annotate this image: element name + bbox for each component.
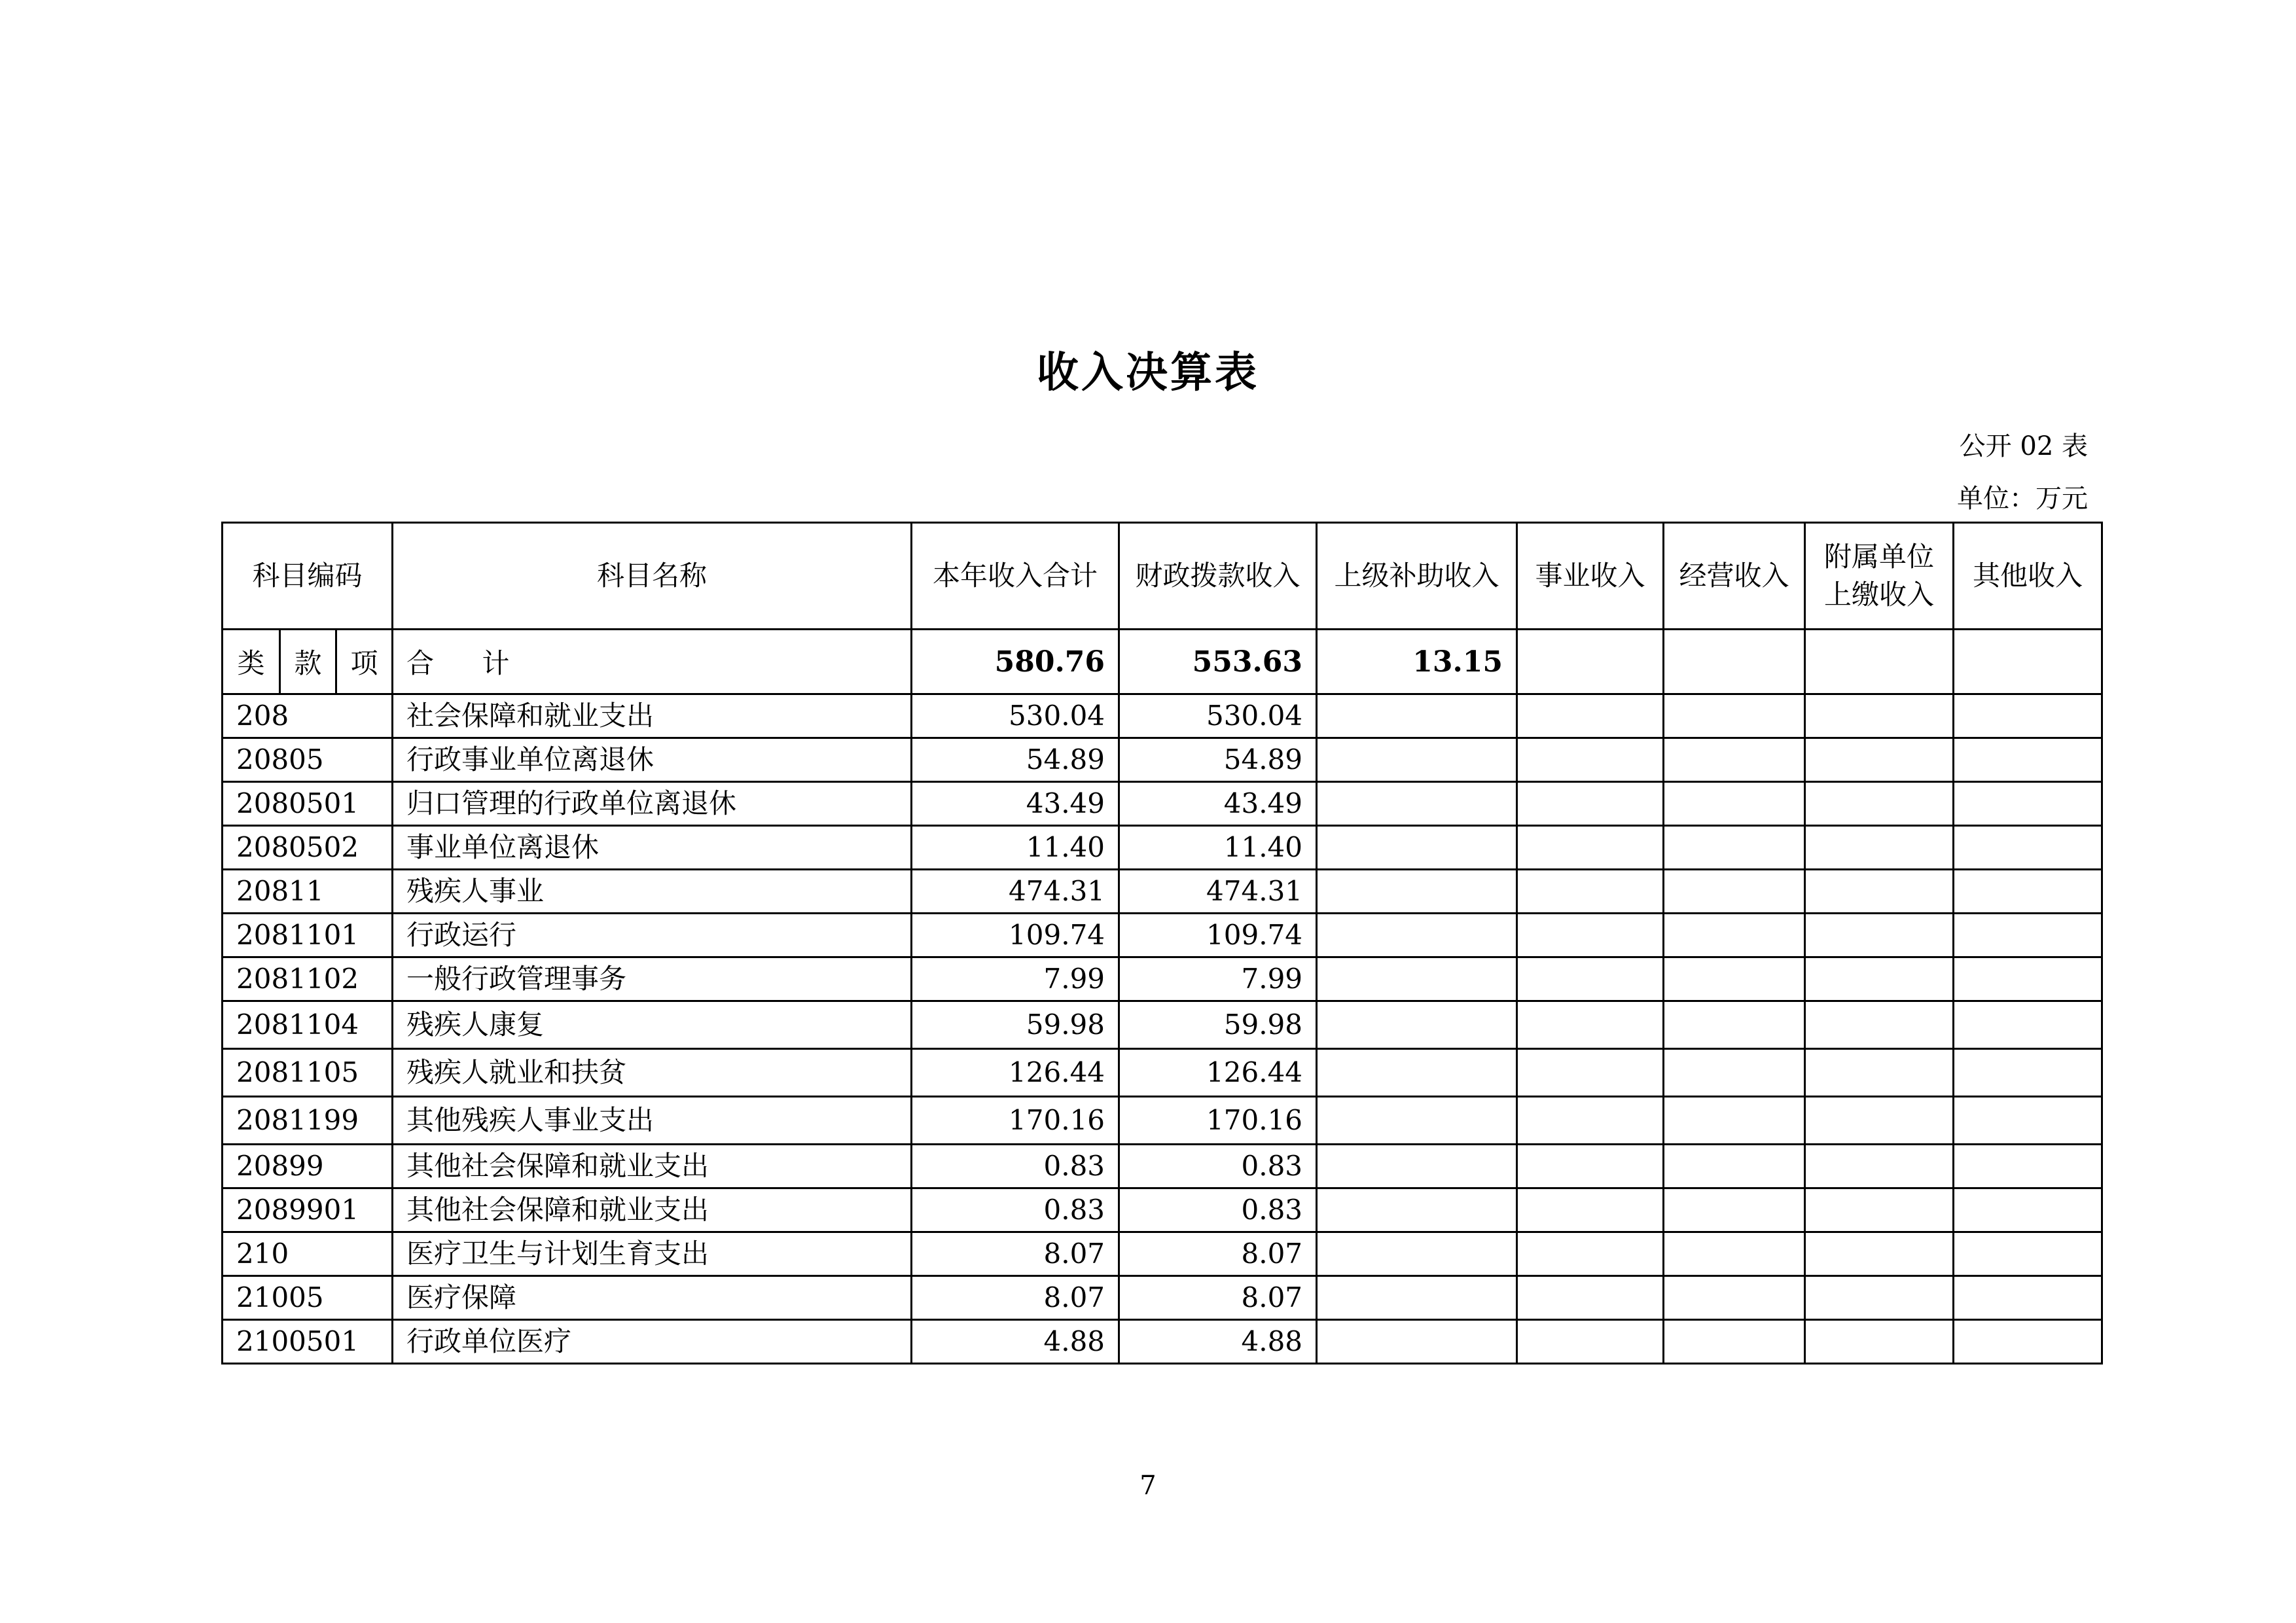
table-row bbox=[223, 914, 2102, 957]
row-empty-cell bbox=[1805, 1049, 1954, 1097]
row-fiscal: 0.83 bbox=[1119, 1145, 1317, 1188]
row-empty-cell bbox=[1664, 782, 1805, 826]
row-empty-cell bbox=[1317, 1049, 1517, 1097]
row-empty-cell bbox=[1954, 914, 2102, 957]
row-code: 2080502 bbox=[223, 826, 393, 870]
row-empty-cell bbox=[1317, 1276, 1517, 1320]
row-empty-cell bbox=[1805, 957, 1954, 1001]
row-code: 20805 bbox=[223, 738, 393, 782]
row-empty-cell bbox=[1805, 694, 1954, 738]
header-subject-name: 科目名称 bbox=[393, 523, 912, 630]
row-empty-cell bbox=[1517, 1232, 1664, 1276]
row-name: 行政单位医疗 bbox=[393, 1320, 912, 1364]
row-empty-cell bbox=[1954, 870, 2102, 914]
row-total: 11.40 bbox=[912, 826, 1119, 870]
page-title: 收入决算表 bbox=[1037, 348, 1259, 397]
row-empty-cell bbox=[1954, 1001, 2102, 1049]
row-name: 残疾人事业 bbox=[393, 870, 912, 914]
row-fiscal: 7.99 bbox=[1119, 957, 1317, 1001]
row-total: 8.07 bbox=[912, 1232, 1119, 1276]
row-empty-cell bbox=[1317, 1097, 1517, 1145]
table-row bbox=[223, 826, 2102, 870]
row-name: 社会保障和就业支出 bbox=[393, 694, 912, 738]
total-business-income-cell bbox=[1517, 630, 1664, 694]
row-empty-cell bbox=[1954, 738, 2102, 782]
row-code: 2080501 bbox=[223, 782, 393, 826]
row-empty-cell bbox=[1664, 738, 1805, 782]
table-row bbox=[223, 738, 2102, 782]
row-total: 109.74 bbox=[912, 914, 1119, 957]
row-empty-cell bbox=[1954, 1232, 2102, 1276]
total-income-value: 580.76 bbox=[912, 630, 1119, 694]
row-total: 474.31 bbox=[912, 870, 1119, 914]
row-total: 8.07 bbox=[912, 1276, 1119, 1320]
row-empty-cell bbox=[1517, 957, 1664, 1001]
table-row bbox=[223, 957, 2102, 1001]
row-fiscal: 54.89 bbox=[1119, 738, 1317, 782]
row-code: 2081104 bbox=[223, 1001, 393, 1049]
row-empty-cell bbox=[1317, 694, 1517, 738]
row-empty-cell bbox=[1517, 1001, 1664, 1049]
row-empty-cell bbox=[1517, 738, 1664, 782]
row-name: 残疾人康复 bbox=[393, 1001, 912, 1049]
income-final-accounts-table bbox=[221, 522, 2103, 1364]
row-empty-cell bbox=[1517, 694, 1664, 738]
row-name: 其他残疾人事业支出 bbox=[393, 1097, 912, 1145]
row-empty-cell bbox=[1664, 957, 1805, 1001]
row-fiscal: 126.44 bbox=[1119, 1049, 1317, 1097]
table-row bbox=[223, 1097, 2102, 1145]
row-empty-cell bbox=[1517, 1097, 1664, 1145]
row-total: 4.88 bbox=[912, 1320, 1119, 1364]
row-fiscal: 59.98 bbox=[1119, 1001, 1317, 1049]
total-affiliated-income-cell bbox=[1805, 630, 1954, 694]
row-name: 归口管理的行政单位离退休 bbox=[393, 782, 912, 826]
row-empty-cell bbox=[1664, 1232, 1805, 1276]
row-empty-cell bbox=[1664, 1188, 1805, 1232]
row-empty-cell bbox=[1664, 1001, 1805, 1049]
row-code: 210 bbox=[223, 1232, 393, 1276]
row-empty-cell bbox=[1954, 1145, 2102, 1188]
table-row bbox=[223, 1145, 2102, 1188]
row-empty-cell bbox=[1517, 1049, 1664, 1097]
row-fiscal: 0.83 bbox=[1119, 1188, 1317, 1232]
row-empty-cell bbox=[1664, 1276, 1805, 1320]
row-code: 2100501 bbox=[223, 1320, 393, 1364]
row-empty-cell bbox=[1805, 782, 1954, 826]
row-empty-cell bbox=[1954, 1320, 2102, 1364]
row-empty-cell bbox=[1517, 914, 1664, 957]
row-empty-cell bbox=[1954, 1097, 2102, 1145]
row-empty-cell bbox=[1317, 826, 1517, 870]
total-fiscal-value: 553.63 bbox=[1119, 630, 1317, 694]
row-name: 医疗保障 bbox=[393, 1276, 912, 1320]
row-empty-cell bbox=[1517, 782, 1664, 826]
row-code: 2081102 bbox=[223, 957, 393, 1001]
row-empty-cell bbox=[1954, 957, 2102, 1001]
row-empty-cell bbox=[1805, 738, 1954, 782]
row-code: 21005 bbox=[223, 1276, 393, 1320]
row-name: 其他社会保障和就业支出 bbox=[393, 1145, 912, 1188]
row-name: 其他社会保障和就业支出 bbox=[393, 1188, 912, 1232]
row-empty-cell bbox=[1317, 1001, 1517, 1049]
subheader-section: 款 bbox=[280, 630, 336, 694]
table-row bbox=[223, 694, 2102, 738]
row-empty-cell bbox=[1317, 1188, 1517, 1232]
row-total: 7.99 bbox=[912, 957, 1119, 1001]
unit-label: 单位：万元 bbox=[1957, 484, 2088, 514]
total-label: 合 计 bbox=[393, 630, 912, 694]
row-empty-cell bbox=[1664, 914, 1805, 957]
header-affiliated-line1: 附属单位 bbox=[1824, 541, 1935, 573]
row-empty-cell bbox=[1954, 1276, 2102, 1320]
page-number: 7 bbox=[1139, 1471, 1157, 1501]
total-row bbox=[223, 630, 2102, 694]
header-affiliated-line2: 上缴收入 bbox=[1824, 579, 1935, 611]
header-other-income: 其他收入 bbox=[1954, 523, 2102, 630]
row-empty-cell bbox=[1805, 1188, 1954, 1232]
row-name: 事业单位离退休 bbox=[393, 826, 912, 870]
table-row bbox=[223, 1049, 2102, 1097]
row-code: 2081101 bbox=[223, 914, 393, 957]
row-fiscal: 530.04 bbox=[1119, 694, 1317, 738]
row-fiscal: 4.88 bbox=[1119, 1320, 1317, 1364]
row-name: 医疗卫生与计划生育支出 bbox=[393, 1232, 912, 1276]
row-fiscal: 8.07 bbox=[1119, 1232, 1317, 1276]
row-empty-cell bbox=[1517, 826, 1664, 870]
row-total: 0.83 bbox=[912, 1145, 1119, 1188]
row-empty-cell bbox=[1664, 694, 1805, 738]
header-business-income: 事业收入 bbox=[1517, 523, 1664, 630]
header-superior-subsidy: 上级补助收入 bbox=[1317, 523, 1517, 630]
table-row bbox=[223, 1001, 2102, 1049]
row-empty-cell bbox=[1954, 826, 2102, 870]
total-other-income-cell bbox=[1954, 630, 2102, 694]
header-affiliated-income bbox=[1805, 523, 1954, 630]
row-empty-cell bbox=[1805, 1232, 1954, 1276]
row-fiscal: 43.49 bbox=[1119, 782, 1317, 826]
total-superior-subsidy-value: 13.15 bbox=[1317, 630, 1517, 694]
row-empty-cell bbox=[1317, 957, 1517, 1001]
header-subject-code: 科目编码 bbox=[223, 523, 393, 630]
row-empty-cell bbox=[1317, 1320, 1517, 1364]
row-empty-cell bbox=[1805, 870, 1954, 914]
table-row bbox=[223, 1320, 2102, 1364]
row-empty-cell bbox=[1664, 1049, 1805, 1097]
row-total: 0.83 bbox=[912, 1188, 1119, 1232]
table-row bbox=[223, 870, 2102, 914]
row-code: 20899 bbox=[223, 1145, 393, 1188]
row-total: 59.98 bbox=[912, 1001, 1119, 1049]
row-empty-cell bbox=[1317, 914, 1517, 957]
row-empty-cell bbox=[1805, 826, 1954, 870]
row-empty-cell bbox=[1805, 914, 1954, 957]
row-empty-cell bbox=[1805, 1097, 1954, 1145]
row-fiscal: 11.40 bbox=[1119, 826, 1317, 870]
row-code: 2081199 bbox=[223, 1097, 393, 1145]
row-empty-cell bbox=[1954, 1049, 2102, 1097]
row-empty-cell bbox=[1954, 1188, 2102, 1232]
row-fiscal: 170.16 bbox=[1119, 1097, 1317, 1145]
row-total: 54.89 bbox=[912, 738, 1119, 782]
row-empty-cell bbox=[1664, 1097, 1805, 1145]
row-name: 行政事业单位离退休 bbox=[393, 738, 912, 782]
table-row bbox=[223, 1276, 2102, 1320]
row-empty-cell bbox=[1954, 782, 2102, 826]
subheader-class: 类 bbox=[223, 630, 280, 694]
row-empty-cell bbox=[1517, 1188, 1664, 1232]
row-empty-cell bbox=[1317, 1145, 1517, 1188]
row-empty-cell bbox=[1805, 1320, 1954, 1364]
header-fiscal-income: 财政拨款收入 bbox=[1119, 523, 1317, 630]
row-name: 一般行政管理事务 bbox=[393, 957, 912, 1001]
row-empty-cell bbox=[1664, 826, 1805, 870]
header-operating-income: 经营收入 bbox=[1664, 523, 1805, 630]
row-name: 残疾人就业和扶贫 bbox=[393, 1049, 912, 1097]
row-empty-cell bbox=[1664, 1320, 1805, 1364]
row-fiscal: 474.31 bbox=[1119, 870, 1317, 914]
row-total: 126.44 bbox=[912, 1049, 1119, 1097]
row-empty-cell bbox=[1317, 782, 1517, 826]
row-empty-cell bbox=[1805, 1145, 1954, 1188]
row-empty-cell bbox=[1805, 1001, 1954, 1049]
row-empty-cell bbox=[1517, 1320, 1664, 1364]
row-code: 2081105 bbox=[223, 1049, 393, 1097]
row-empty-cell bbox=[1664, 870, 1805, 914]
row-empty-cell bbox=[1517, 870, 1664, 914]
total-operating-income-cell bbox=[1664, 630, 1805, 694]
row-empty-cell bbox=[1805, 1276, 1954, 1320]
row-code: 20811 bbox=[223, 870, 393, 914]
row-empty-cell bbox=[1517, 1276, 1664, 1320]
row-total: 530.04 bbox=[912, 694, 1119, 738]
row-empty-cell bbox=[1317, 1232, 1517, 1276]
row-total: 170.16 bbox=[912, 1097, 1119, 1145]
form-number-label: 公开 02 表 bbox=[1959, 431, 2088, 461]
row-empty-cell bbox=[1517, 1145, 1664, 1188]
header-total-income: 本年收入合计 bbox=[912, 523, 1119, 630]
subheader-item: 项 bbox=[336, 630, 393, 694]
row-code: 208 bbox=[223, 694, 393, 738]
table-row bbox=[223, 782, 2102, 826]
row-empty-cell bbox=[1317, 870, 1517, 914]
table-row bbox=[223, 1232, 2102, 1276]
table-row bbox=[223, 1188, 2102, 1232]
row-code: 2089901 bbox=[223, 1188, 393, 1232]
row-total: 43.49 bbox=[912, 782, 1119, 826]
row-name: 行政运行 bbox=[393, 914, 912, 957]
row-empty-cell bbox=[1664, 1145, 1805, 1188]
row-empty-cell bbox=[1954, 694, 2102, 738]
row-fiscal: 8.07 bbox=[1119, 1276, 1317, 1320]
table-header-row bbox=[223, 523, 2102, 630]
row-fiscal: 109.74 bbox=[1119, 914, 1317, 957]
row-empty-cell bbox=[1317, 738, 1517, 782]
